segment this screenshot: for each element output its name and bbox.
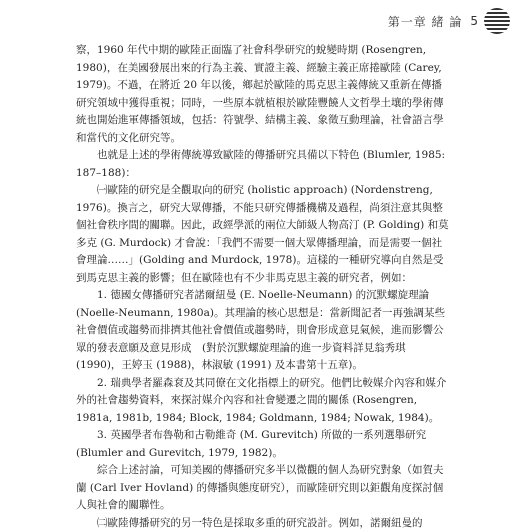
paragraph: ㈠歐陸的研究是全觀取向的研究 (holistic approach) (Nordenstreng, 1976)。換言之，研究大眾傳播，不能只研究傳播機構及過程，尚須注意其與整個社會秩序間的關聯。因此，政經學派的兩位大師級人物高汀 (P. Golding) 和莫多克 (G. Murdock) 才會說：「我們不需要一個大眾傳播理論，而是需要一個社會理論……」(Golding and Murdock, 1978)。這樣的一種研究導向自然是受到馬克思主義的影響；但在歐陸也有不少非馬克思主義的研究者，例如： [76, 182, 452, 287]
paragraph: ㈡歐陸傳播研究的另一特色是採取多重的研究設計。例如，諾爾紐曼的 [76, 515, 452, 532]
body-text [76, 42, 452, 532]
page-number: 5 [470, 14, 478, 28]
paragraph: 察，1960 年代中期的歐陸正面臨了社會科學研究的蛻變時期 (Rosengren, 1980)，在美國發展出來的行為主義、實證主義、經驗主義正席捲歐陸 (Carey, 1979)。不過，在將近 20 年以後，鄉起於歐陸的馬克思主義傳統又重新在傳播研究領域中獲得重視；同時，一些原本就植根於歐陸豐饒人文哲學土壤的學術傳統也開始進軍傳播領域，包括：符號學、結構主義、象徵互動理論，社會語言學和當代的文化研究等。 [76, 42, 452, 147]
chapter-emblem-icon [484, 8, 510, 34]
chapter-title: 第一章 緒 論 [388, 13, 463, 30]
paragraph: 也就是上述的學術傳統導致歐陸的傳播研究具備以下特色 (Blumler, 1985: 187–188)： [76, 147, 452, 182]
page-header [388, 8, 510, 34]
list-item: 2. 瑞典學者羅森袞及其同僚在文化指標上的研究。他們比較媒介內容和媒介外的社會趨勢資料，來探討媒介內容和社會變遷之間的關係 (Rosengren, 1981a, 1981b, 1984; Block, 1984; Goldmann, 1984; Nowak, 1984)。 [76, 375, 452, 428]
paragraph: 綜合上述討論，可知美國的傳播研究多半以微觀的個人為研究對象（如賀夫蘭 (Carl Iver Hovland) 的傳播與態度研究），而歐陸研究則以鉅觀角度探討個人與社會的關聯性。 [76, 462, 452, 515]
list-item: 3. 英國學者布魯勒和古勒維奇 (M. Gurevitch) 所做的一系列選舉研究 (Blumler and Gurevitch, 1979, 1982)。 [76, 427, 452, 462]
list-item: 1. 德國女傳播研究者諾爾紐曼 (E. Noelle-Neumann) 的沉默螺旋理論 (Noelle-Neumann, 1980a)。其理論的核心思想是：當新聞記者一再強調某些社會價值或趨勢而排擠其他社會價值或趨勢時，則會形成意見氣候，進而影響公眾的發表意願及意見形成 (對於沉默螺旋理論的進一步資料詳見翁秀琪 (1990)，王婷玉 (1988)，林淑敏 (1991) 及本書第十五章)。 [76, 287, 452, 375]
